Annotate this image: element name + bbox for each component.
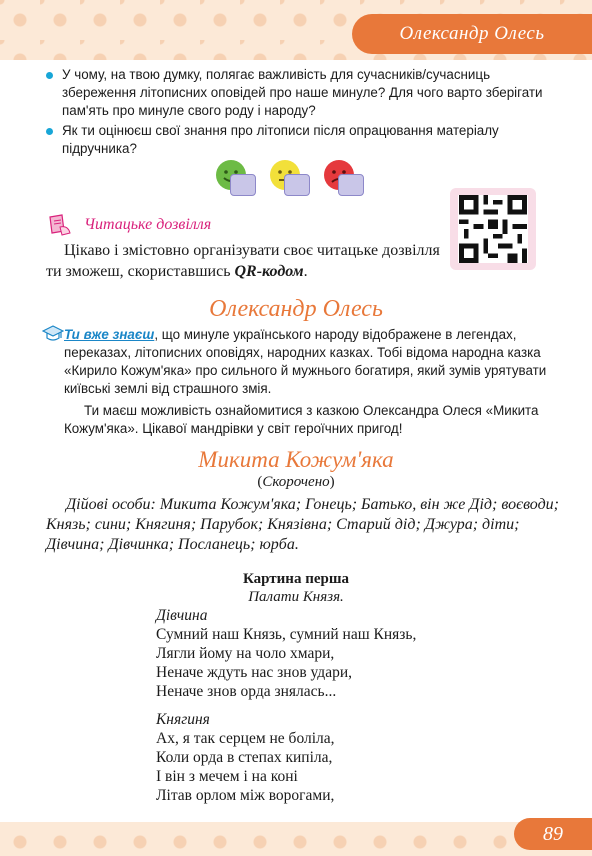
question-list xyxy=(46,66,566,160)
book-hand-icon xyxy=(46,213,74,237)
intro-text xyxy=(64,326,572,438)
reader-leisure-text: Цікаво і змістовно організувати своє читацьке дозвілля ти зможеш, скориставшись QR-кодом. xyxy=(46,242,440,280)
verse-line: Неначе знов орда знялась... xyxy=(156,683,337,700)
verse-line: Літав орлом між ворогами, xyxy=(156,787,335,804)
scene-heading xyxy=(0,570,592,606)
mortarboard-icon xyxy=(42,325,64,343)
question-item: Як ти оцінюєш свої знання про літописи після опрацювання матеріалу підручника? xyxy=(46,122,566,158)
smile-thumbs-up-icon xyxy=(216,160,254,198)
known-label: Ти вже знаєш xyxy=(64,327,155,342)
qr-code[interactable] xyxy=(458,195,528,263)
verse-line: Лягли йому на чоло хмари, xyxy=(156,645,335,662)
reader-leisure-heading xyxy=(46,213,211,237)
intro-paragraph: Ти маєш можливість ознайомитися з казкою Олександра Олеся «Микита Кожум'яка». Цікавої мандрівки у світ героїчних пригод! xyxy=(64,403,539,436)
page-number: 89 xyxy=(514,818,592,850)
verse-line: Ах, я так серцем не боліла, xyxy=(156,730,335,747)
author-heading: Олександр Олесь xyxy=(209,296,383,322)
verse-line: І він з мечем і на коні xyxy=(156,768,298,785)
intro-paragraph: Ти вже знаєш, що минуле українського народу відображене в легендах, переказах, літописних оповідях, народних казках. Тобі відома народна казка «Кирило Кожум'яка» про сильного й мужнього богатиря, який зумів урятувати київські землі від страшного змія. xyxy=(64,327,547,396)
verse-line: Неначе ждуть нас знов удари, xyxy=(156,664,352,681)
qr-code-frame xyxy=(450,188,536,270)
reader-leisure-title: Читацьке дозвілля xyxy=(84,216,212,233)
tale-title: Микита Кожум'яка xyxy=(198,447,394,472)
running-header-author: Олександр Олесь xyxy=(399,23,545,44)
speaker-name: Княгиня xyxy=(156,711,210,728)
verse-block xyxy=(156,606,556,701)
qr-code-mention: QR-кодом xyxy=(234,263,304,280)
speaker-name: Дівчина xyxy=(156,607,208,624)
verse-line: Коли орда в степах кипіла, xyxy=(156,749,333,766)
self-assessment-emojis xyxy=(216,160,362,198)
scene-title: Картина перша xyxy=(242,571,350,587)
sad-thumbs-down-icon xyxy=(324,160,362,198)
characters-list: Дійові особи: Микита Кожум'яка; Гонець; Батько, він же Дід; воєводи; Князь; сини; Княгиня; Парубок; Князівна; Старий дід; Джура; діти; Дівчина; Дівчинка; Посланець; юрба. xyxy=(46,496,560,553)
scene-setting: Палати Князя. xyxy=(248,589,344,605)
bullet-dot xyxy=(46,128,53,135)
question-item: У чому, на твою думку, полягає важливість для сучасників/сучасниць збереження літописних оповідей про наше минуле? Для чого варто зберігати пам'ять про минуле свого роду і народу? xyxy=(46,66,566,120)
verse-line: Сумний наш Князь, сумний наш Князь, xyxy=(156,626,417,643)
bottom-ornament xyxy=(0,822,592,856)
verse-block xyxy=(156,710,556,805)
bullet-dot xyxy=(46,72,53,79)
running-header xyxy=(352,14,592,54)
neutral-point-icon xyxy=(270,160,308,198)
abridged-note: (Скорочено) xyxy=(257,474,335,490)
